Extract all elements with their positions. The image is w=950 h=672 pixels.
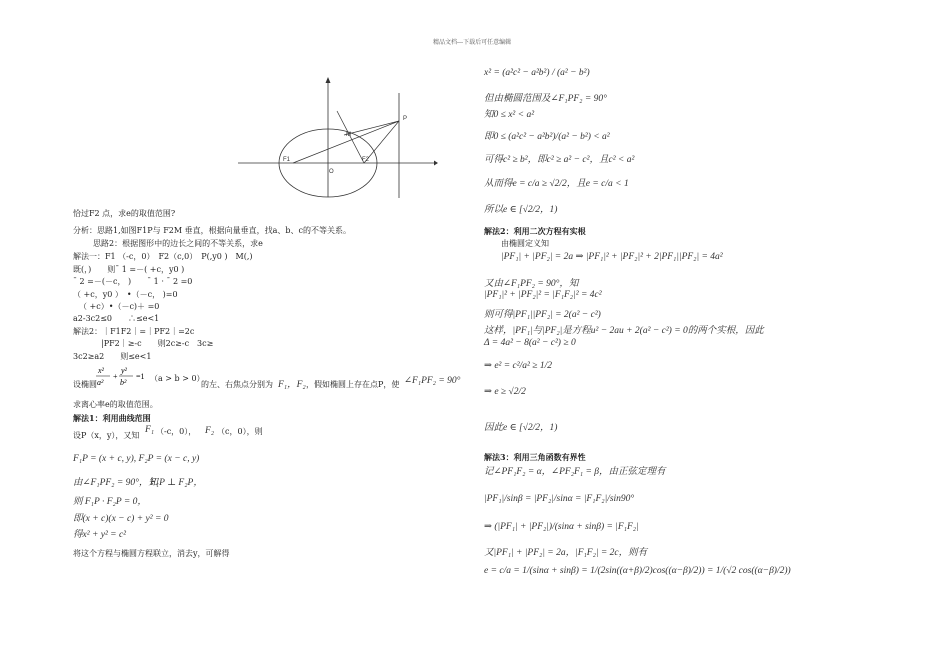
method-1-eq-4: 即(x + c)(x − c) + y² = 0 xyxy=(73,514,169,524)
line-mp xyxy=(344,121,399,135)
right-line-range: 但由椭圆范围及∠F₁PF₂ = 90° xyxy=(484,94,607,104)
method-3-title: 解法3：利用三角函数有界性 xyxy=(484,452,586,462)
right-line-result-1: 所以e ∈ [√2/2，1) xyxy=(484,205,558,215)
method-2-title: 解法2：利用二次方程有实根 xyxy=(484,226,586,236)
method-3-e-expression: e = c/a = 1/(sinα + sinβ) = 1/(2sin((α+β)/2)cos((α−β)/2)) = 1/(√2 cos((α−β)/2)) xyxy=(484,566,791,576)
left-line-2: 分析：思路1,如图F1P与 F2M 垂直，根据向量垂直，找a、b、c的不等关系。 xyxy=(73,226,351,235)
ellipse-setup-prefix: 设椭圆 xyxy=(73,380,97,389)
method-1-eq-1: F₁P = (x + c, y), F₂P = (x − c, y) xyxy=(73,454,200,464)
ellipse-equation xyxy=(94,363,150,393)
label-o: O xyxy=(329,169,334,175)
right-eq-x2: x² = (a²c² − a²b²) / (a² − b²) xyxy=(484,68,590,78)
left-line-10: 解法2：｜F1F2｜=｜PF2｜=2c xyxy=(73,327,195,336)
left-line-4: 解法一：F1 （-c，0） F2（c,0） P(,y0 ) M(,) xyxy=(73,252,253,261)
f1-symbol: F₁ xyxy=(145,425,155,435)
label-p: P xyxy=(403,116,408,122)
label-m: M xyxy=(346,132,351,138)
method-1-title: 解法1：利用曲线范围 xyxy=(73,413,151,423)
label-f2: F2 xyxy=(362,157,370,163)
label-f1: F1 xyxy=(283,157,291,163)
left-line-8: （ +c）•（－c)＋ =0 xyxy=(79,302,160,311)
method-3-sine-law: |PF₁|/sinβ = |PF₂|/sinα = |F₁F₂|/sin90° xyxy=(484,494,635,504)
svg-text:b²: b² xyxy=(120,378,127,387)
right-line-thus: 从而得e = c/a ≥ √2/2，且e = c/a < 1 xyxy=(484,179,629,189)
right-line-obtain: 可得c² ≥ b²，即c² ≥ a² − c²，且c² < a² xyxy=(484,155,635,165)
line-f1p xyxy=(293,121,399,163)
svg-text:x²: x² xyxy=(98,366,104,375)
svg-text:y²: y² xyxy=(121,366,127,375)
problem-ask: 求离心率e的取值范围。 xyxy=(73,400,158,409)
line-pf2 xyxy=(364,121,399,163)
existence-text: ，假如椭圆上存在点P，使 xyxy=(306,380,400,389)
method-1-setup-b: （-c，0）， xyxy=(156,427,197,436)
left-line-5: 既(，) 则ˉ 1 =－( +c，y0 ) xyxy=(73,265,185,274)
x-axis-arrow xyxy=(434,161,438,166)
svg-text:a²: a² xyxy=(97,378,104,387)
method-1-conclusion: 将这个方程与椭圆方程联立，消去y，可解得 xyxy=(73,549,230,558)
left-line-7: （ +c，y0 ） •（－c， )=0 xyxy=(73,290,178,299)
method-2-product: 则可得|PF₁||PF₂| = 2(a² − c²) xyxy=(484,310,601,320)
method-1-setup-c: （c，0），则 xyxy=(217,427,263,436)
foci-symbols: F₁，F₂ xyxy=(278,380,306,390)
method-1-eq-2a: 由∠F₁PF₂ = 90°，知 xyxy=(73,478,158,488)
f2-symbol: F₂ xyxy=(205,426,215,436)
method-2-angle: 又由∠F₁PF₂ = 90°，知 xyxy=(484,279,579,289)
method-2-def: 由椭圆定义知 xyxy=(501,239,549,248)
left-line-1: 恰过F2 点，求e的取值范围? xyxy=(73,209,176,218)
method-3-known: 又|PF₁| + |PF₂| = 2a，|F₁F₂| = 2c，则有 xyxy=(484,548,648,558)
svg-text:=1: =1 xyxy=(136,372,145,381)
ellipse-figure xyxy=(238,75,438,200)
left-line-3: 思路2：根据图形中的边长之间的不等关系，求e xyxy=(93,239,263,248)
page-header: 精品文档---下载后可任意编辑 xyxy=(433,39,512,46)
left-line-12: 3c2≥a2 则≤e<1 xyxy=(73,352,152,361)
method-2-pythag: |PF₁|² + |PF₂|² = |F₁F₂|² = 4c² xyxy=(484,290,602,300)
right-line-know: 知0 ≤ x² < a² xyxy=(484,110,535,120)
left-line-6: ˉ 2 =－(－c， ) ˉ 1 · ˉ 2 =0 xyxy=(73,277,193,286)
left-line-9: a2-3c2≤0 ∴≤e<1 xyxy=(73,314,160,323)
method-2-result: 因此e ∈ [√2/2，1) xyxy=(484,423,558,433)
method-1-eq-5: 得x² + y² = c² xyxy=(73,530,127,540)
method-1-eq-2b: F₁P ⊥ F₂P， xyxy=(150,478,203,488)
left-line-11: |PF2｜≥-c 则2c≥-c 3c≥ xyxy=(101,339,214,348)
ellipse-condition: （a > b > 0） xyxy=(150,374,205,383)
method-1-eq-3: 则 F₁P · F₂P = 0， xyxy=(73,497,147,507)
foci-text: 的左、右焦点分别为 xyxy=(201,380,273,389)
method-2-delta: Δ = 4a² − 8(a² − c²) ≥ 0 xyxy=(484,338,576,348)
method-1-setup-a: 设P（x，y），又知 xyxy=(73,431,140,440)
right-line-ineq: 即0 ≤ (a²c² − a²b²)/(a² − b²) < a² xyxy=(484,132,610,142)
y-axis-arrow xyxy=(326,77,331,83)
angle-condition: ∠F₁PF₂ = 90° xyxy=(404,376,461,386)
method-2-e2: ⇒ e² = c²/a² ≥ 1/2 xyxy=(484,361,552,371)
method-2-e: ⇒ e ≥ √2/2 xyxy=(484,387,526,397)
method-2-roots: 这样，|PF₁|与|PF₂|是方程u² − 2au + 2(a² − c²) = 0的两个实根，因此 xyxy=(484,326,764,336)
svg-text:+: + xyxy=(113,372,118,381)
method-3-define: 记∠PF₁F₂ = α，∠PF₂F₁ = β，由正弦定理有 xyxy=(484,467,666,477)
method-2-eq-sum: |PF₁| + |PF₂| = 2a ⇒ |PF₁|² + |PF₂|² + 2|PF₁||PF₂| = 4a² xyxy=(501,252,723,262)
method-3-combined: ⇒ (|PF₁| + |PF₂|)/(sinα + sinβ) = |F₁F₂| xyxy=(484,522,639,532)
